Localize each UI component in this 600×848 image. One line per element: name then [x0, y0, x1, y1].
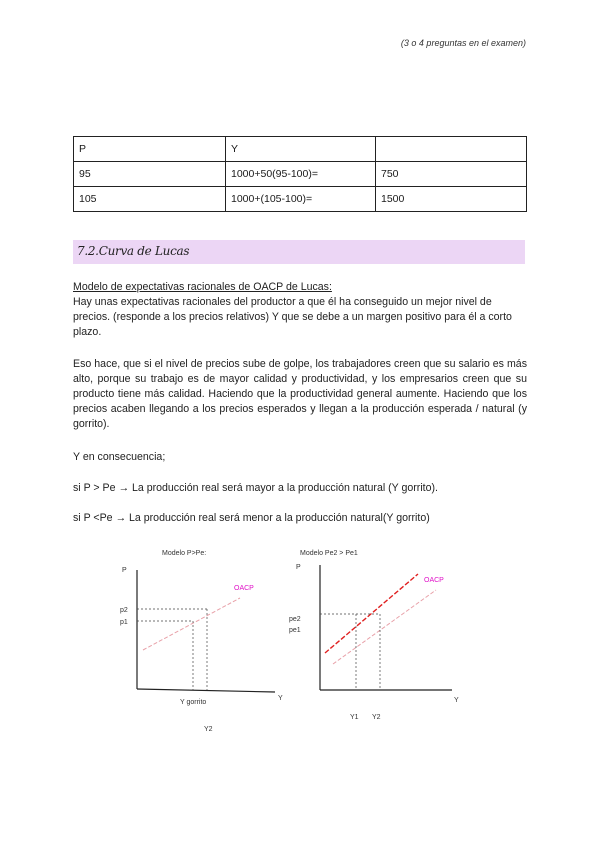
graph2-pe1-label: pe1: [289, 627, 301, 634]
graph1-x-axis-label: Y: [278, 695, 283, 702]
table-cell: 750: [376, 162, 527, 187]
graph2-curve-label: OACP: [424, 577, 444, 584]
graph2-x-label-y1: Y1: [350, 714, 359, 721]
table-cell: Y: [226, 137, 376, 162]
paragraph: Eso hace, que si el nivel de precios sube de golpe, los trabajadores creen que su salario es más alto, porque su trabajo es de mayor calidad y productividad, y los empresarios creen que su producto tiene más calidad. Haciendo que la productividad general aumente. Haciendo que los precios acaben llegando a los precios esperados y llegan a la producción esperada / natural (y gorrito).: [73, 358, 527, 430]
table-cell: 1000+50(95-100)=: [226, 162, 376, 187]
paragraph: Y en consecuencia;: [73, 451, 166, 463]
graph2-pe2-label: pe2: [289, 616, 301, 623]
graph1-p2-label: p2: [120, 607, 128, 614]
graph1-x-label-y-gorrito: Y gorrito: [180, 699, 207, 706]
header-note: (3 o 4 preguntas en el examen): [400, 38, 526, 48]
graph1-title: Modelo P>Pe:: [162, 550, 207, 557]
section-title: 7.2.Curva de Lucas: [77, 244, 190, 258]
graph1-curve-label: OACP: [234, 585, 254, 592]
graph2-y-axis-label: P: [296, 564, 301, 571]
graph1-p1-label: p1: [120, 619, 128, 626]
table-cell: 1000+(105-100)=: [226, 187, 376, 212]
paragraph: si P > Pe → La producción real será mayor a la producción natural (Y gorrito).: [73, 482, 438, 494]
graph2-x-label-y2: Y2: [372, 714, 381, 721]
table-cell: 95: [74, 162, 226, 187]
paragraph: si P <Pe → La producción real será menor a la producción natural(Y gorrito): [73, 512, 430, 524]
table-cell: P: [74, 137, 226, 162]
graph1-x-label-y2: Y2: [204, 726, 213, 733]
paragraph: Hay unas expectativas racionales del productor a que él ha conseguido un mejor nivel de precios. (responde a los precios relativos) Y que se debe a un margen positivo para él a corto plazo.: [73, 296, 512, 338]
graph2-oacp-curve-1: [333, 590, 436, 664]
table-cell: 1500: [376, 187, 527, 212]
graph1-y-axis-label: P: [122, 567, 127, 574]
graph2-x-axis-label: Y: [454, 697, 459, 704]
subtitle: Modelo de expectativas racionales de OACP de Lucas:: [73, 281, 332, 293]
graph2-title: Modelo Pe2 > Pe1: [300, 550, 358, 557]
table-cell: 105: [74, 187, 226, 212]
